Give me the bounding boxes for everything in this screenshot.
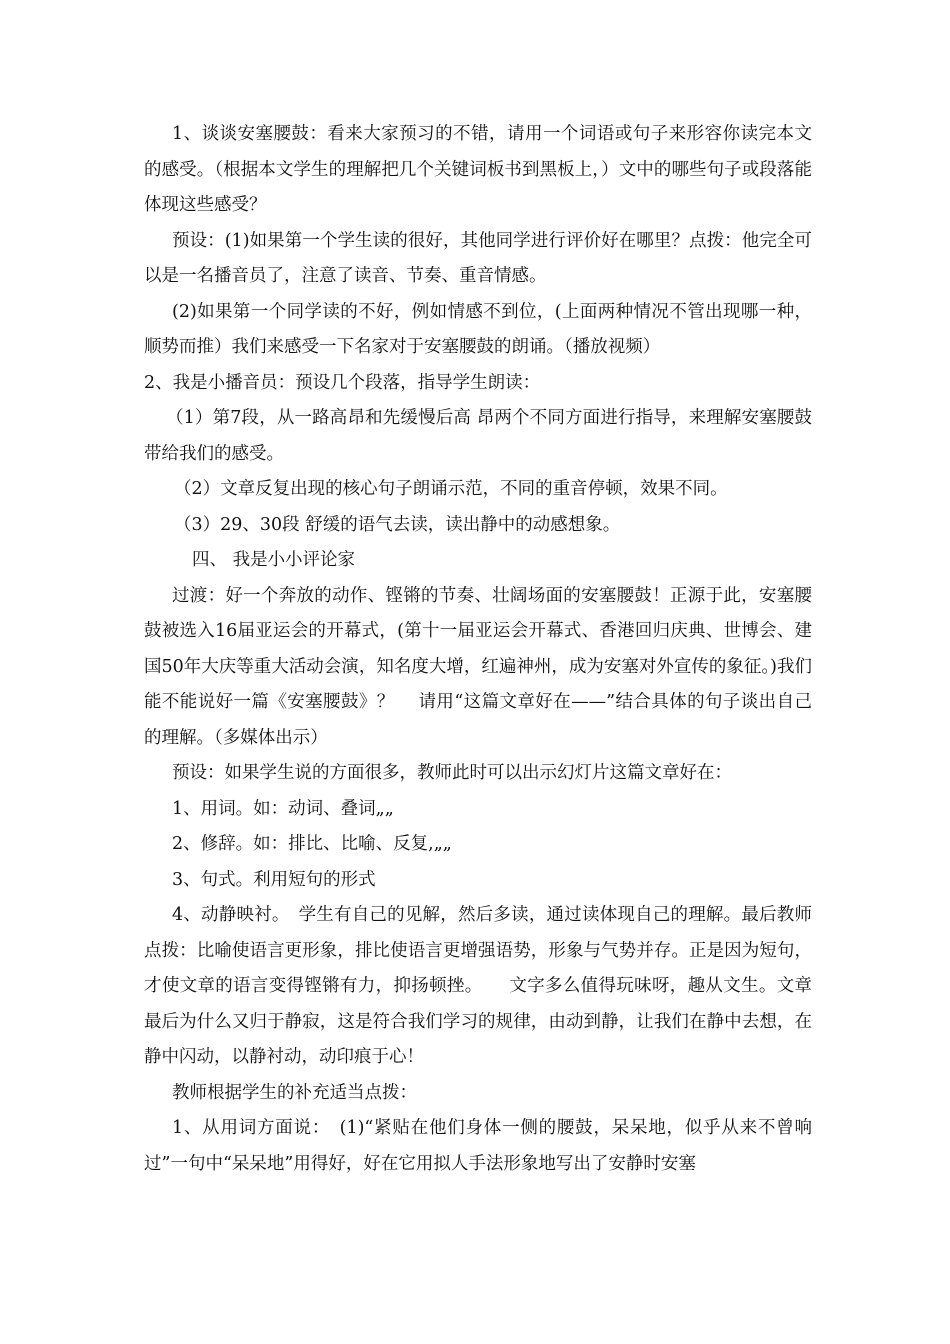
list-item-word-use: 1、用词。如：动词、叠词„„ [172,798,394,819]
paragraph-teacher-guidance: 教师根据学生的补充适当点拨： [172,1082,417,1103]
paragraph-reading-guide-1: （1）第7段，从一路高昂和先缓慢后高 昂两个不同方面进行指导，来理解安塞腰鼓带给我们的感受。 [144,408,812,464]
paragraph-preset-good-points: 预设：如果学生说的方面很多，教师此时可以出示幻灯片这篇文章好在： [172,763,732,783]
paragraph-1-talk-about-ansai-drum: 1、谈谈安塞腰鼓：看来大家预习的不错，请用一个词语或句子来形容你读完本文的感受。（根据本文学生的理解把几个关键词板书到黑板上，）文中的哪些句子或段落能体现这些感受？ [144,124,812,215]
paragraph-word-use-analysis: 1、从用词方面说： (1)“紧贴在他们身体一侧的腰鼓，呆呆地，似乎从来不曾响过”一句中“呆呆地”用得好，好在它用拟人手法形象地写出了安静时安塞 [144,1118,812,1174]
paragraph-transition: 过渡：好一个奔放的动作、铿锵的节奏、壮阔场面的安塞腰鼓！正源于此，安塞腰鼓被选入16届亚运会的开幕式，(第十一届亚运会开幕式、香港回归庆典、世博会、建国50年大庆等重大活动会演，知名度大增，红遍神州，成为安塞对外宣传的象征。)我们能不能说好一篇《安塞腰鼓》？ 请用“这篇文章好在——”结合具体的句子谈出自己的理解。（多媒体出示） [144,585,812,748]
paragraph-reading-guide-2: （2）文章反复出现的核心句子朗诵示范，不同的重音停顿，效果不同。 [174,479,728,499]
paragraph-preset-2: (2)如果第一个同学读的不好，例如情感不到位，(上面两种情况不管出现哪一种，顺势而推）我们来感受一下名家对于安塞腰鼓的朗诵。（播放视频） [144,301,812,357]
list-item-motion-stillness-contrast: 4、动静映衬。 学生有自己的见解，然后多读，通过读体现自己的理解。最后教师点拨：比喻使语言更形象，排比使语言更增强语势，形象与气势并存。正是因为短句，才使文章的语言变得铿锵有力，抑扬顿挫。 文字多么值得玩味呀，趣从文生。文章最后为什么又归于静寂，这是符合我们学习的规律，由动到静，让我们在静中去想，在静中闪动，以静衬动，动印痕于心！ [144,905,812,1067]
list-item-rhetoric: 2、修辞。如：排比、比喻、反复,„„ [172,834,452,854]
section-heading-4-little-critic: 四、 我是小小评论家 [192,550,356,570]
paragraph-preset-1: 预设：(1)如果第一个学生读的很好，其他同学进行评价好在哪里？点拨：他完全可以是一名播音员了，注意了读音、节奏、重音情感。 [144,230,812,286]
paragraph-reading-guide-3: （3）29、30段 舒缓的语气去读，读出静中的动感想象。 [174,514,621,535]
document-body [144,117,812,1182]
paragraph-2-little-announcer: 2、我是小播音员：预设几个段落，指导学生朗读： [144,372,541,393]
list-item-sentence-form: 3、句式。利用短句的形式 [172,869,376,890]
